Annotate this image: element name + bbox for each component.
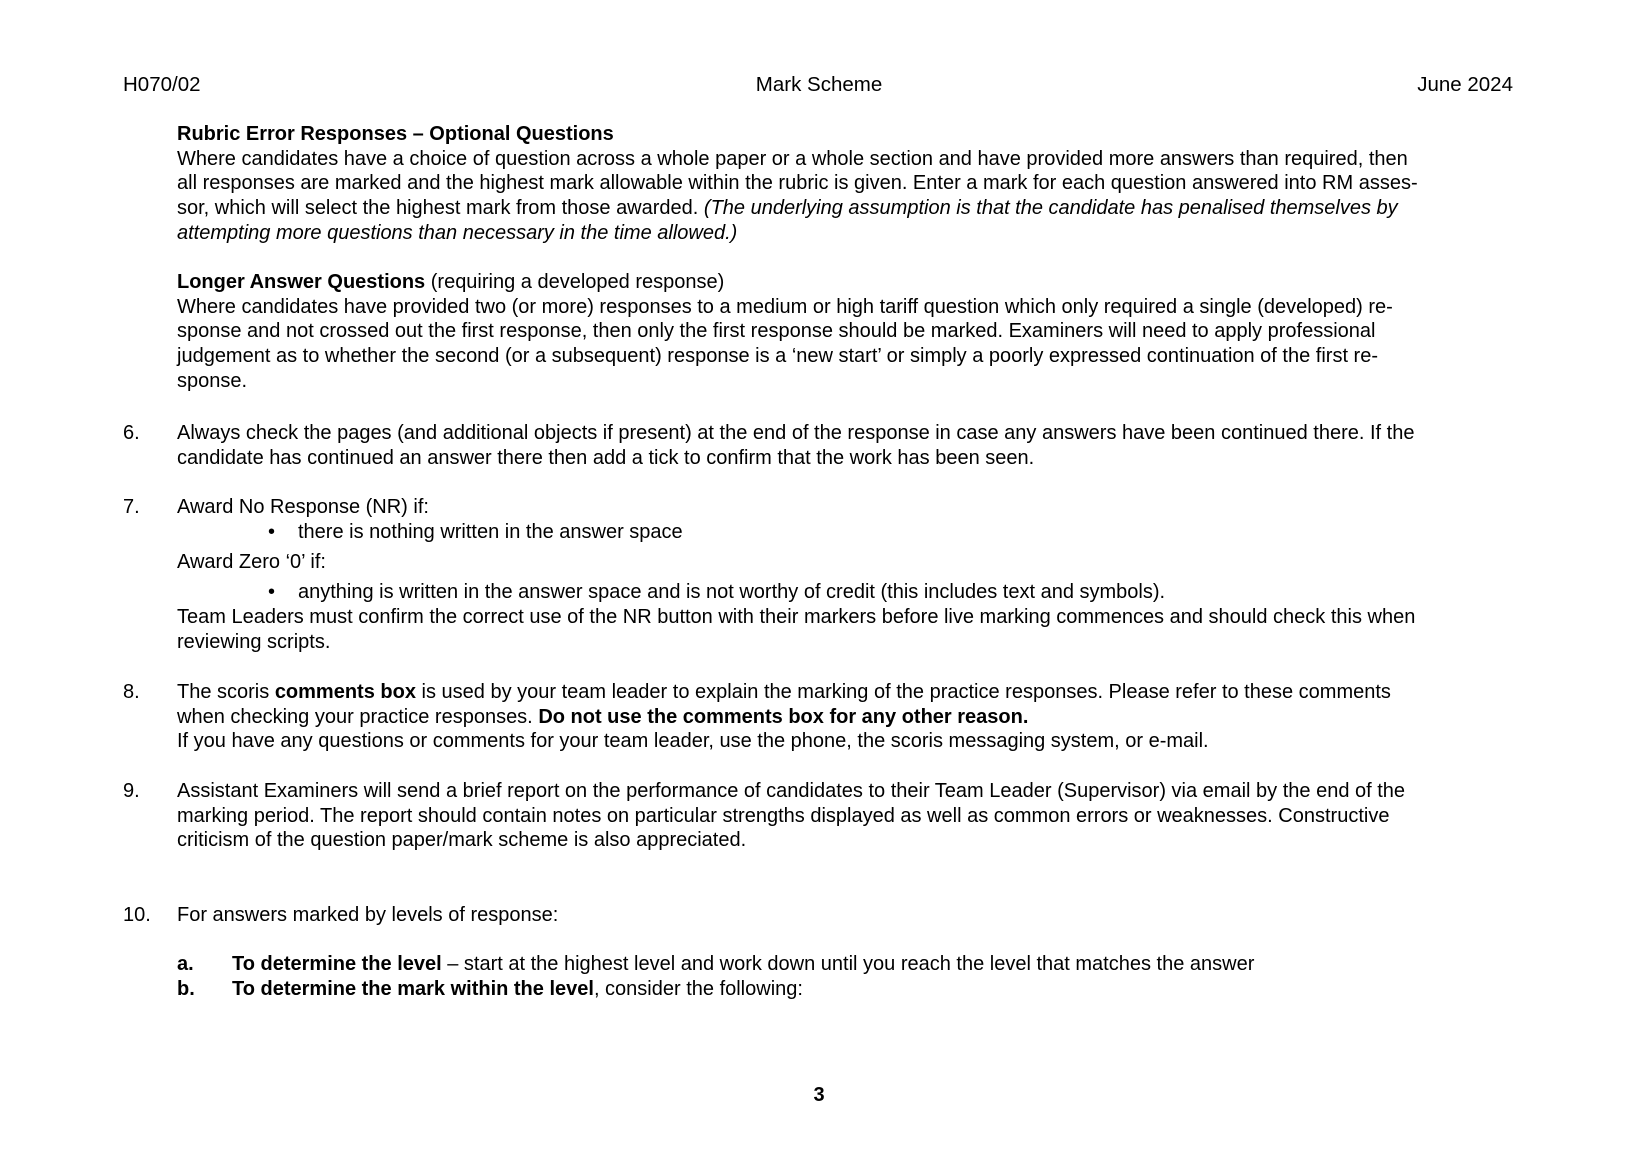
paragraph-item7zero bbox=[177, 550, 326, 575]
text-line bbox=[177, 270, 1393, 295]
item-number: 9. bbox=[123, 780, 140, 802]
document-code: H070/02 bbox=[123, 73, 201, 96]
text-run: To determine the level bbox=[232, 953, 442, 975]
paragraph-item10 bbox=[177, 903, 558, 928]
text-run: Where candidates have provided two (or more) responses to a medium or high tariff question which only required a single (developed) re- bbox=[177, 295, 1393, 318]
text-run: marking period. The report should contain notes on particular strengths displayed as well as common errors or weaknesses. Constructive bbox=[177, 804, 1390, 827]
item-number: 7. bbox=[123, 496, 140, 518]
sub-item-label: a. bbox=[177, 953, 194, 975]
text-run: Always check the pages (and additional objects if present) at the end of the response in case any answers have been continued there. If the bbox=[177, 422, 1415, 444]
text-run: is used by your team leader to explain the marking of the practice responses. Please refer to these comments bbox=[415, 681, 1391, 703]
text-line bbox=[177, 605, 1415, 630]
paragraph-item9 bbox=[177, 779, 1405, 853]
text-run: Longer Answer Questions bbox=[177, 271, 426, 293]
text-run: The scoris bbox=[177, 681, 275, 703]
text-run: sponse and not crossed out the first response, then only the first response should be marked. Examiners will need to apply professional bbox=[177, 320, 1376, 343]
text-line bbox=[177, 319, 1393, 344]
paragraph-rubric bbox=[177, 122, 1418, 245]
text-line bbox=[177, 779, 1405, 804]
text-run: Do not use the comments box for any other reason. bbox=[538, 705, 1029, 728]
bullet-glyph: • bbox=[268, 581, 276, 603]
bullet-glyph: • bbox=[268, 521, 276, 543]
text-run: Assistant Examiners will send a brief report on the performance of candidates to their Team Leader (Supervisor) via email by the end of the bbox=[177, 780, 1406, 802]
paragraph-item7b bbox=[177, 605, 1415, 654]
text-run: candidate has continued an answer there then add a tick to confirm that the work has been seen. bbox=[177, 446, 1035, 469]
text-line bbox=[177, 550, 326, 575]
text-run: Team Leaders must confirm the correct use of the NR button with their markers before live marking commences and should check this when bbox=[177, 606, 1416, 628]
text-line bbox=[177, 369, 1393, 394]
text-run: To determine the mark within the level bbox=[232, 977, 594, 1000]
text-line bbox=[177, 630, 1415, 655]
text-line bbox=[177, 495, 429, 520]
item-number: 6. bbox=[123, 422, 140, 444]
text-run: Award No Response (NR) if: bbox=[177, 496, 429, 518]
text-line bbox=[177, 122, 1418, 147]
bullet-item: there is nothing written in the answer space bbox=[298, 521, 683, 543]
text-run: judgement as to whether the second (or a subsequent) response is a ‘new start’ or simply a poorly expressed continuation of the first re- bbox=[177, 345, 1378, 368]
text-line bbox=[177, 196, 1418, 221]
text-run: (requiring a developed response) bbox=[425, 271, 725, 293]
sub-item-text bbox=[232, 952, 1254, 977]
text-line bbox=[177, 903, 558, 928]
paragraph-item7a bbox=[177, 495, 429, 520]
text-line bbox=[177, 221, 1418, 246]
text-run: all responses are marked and the highest mark allowable within the rubric is given. Enter a mark for each question answered into RM asses- bbox=[177, 172, 1418, 195]
text-run: – start at the highest level and work down until you reach the level that matches the answer bbox=[441, 953, 1255, 975]
text-run: when checking your practice responses. bbox=[177, 705, 539, 728]
text-run: comments box bbox=[274, 681, 416, 703]
document-title: Mark Scheme bbox=[755, 73, 883, 96]
text-line bbox=[177, 828, 1405, 853]
bullet-item: anything is written in the answer space and is not worthy of credit (this includes text and symbols). bbox=[298, 581, 1166, 603]
text-run: criticism of the question paper/mark scheme is also appreciated. bbox=[177, 829, 747, 852]
page-number: 3 bbox=[813, 1084, 825, 1106]
text-run: attempting more questions than necessary in the time allowed.) bbox=[177, 221, 738, 244]
text-run: Where candidates have a choice of question across a whole paper or a whole section and have provided more answers than required, then bbox=[177, 147, 1408, 170]
text-line bbox=[177, 295, 1393, 320]
text-run: reviewing scripts. bbox=[177, 630, 331, 653]
text-run: (The underlying assumption is that the candidate has penalised themselves by bbox=[703, 197, 1398, 220]
text-run: Rubric Error Responses – Optional Questions bbox=[177, 123, 614, 145]
paragraph-item6 bbox=[177, 421, 1414, 470]
text-line bbox=[177, 729, 1391, 754]
text-run: sor, which will select the highest mark from those awarded. bbox=[177, 197, 704, 220]
item-number: 10. bbox=[123, 904, 151, 926]
text-line bbox=[177, 446, 1414, 471]
text-line bbox=[177, 421, 1414, 446]
text-line bbox=[177, 804, 1405, 829]
text-line bbox=[177, 705, 1391, 730]
text-run: If you have any questions or comments for your team leader, use the phone, the scoris messaging system, or e-mail. bbox=[177, 730, 1209, 753]
item-number: 8. bbox=[123, 681, 140, 703]
paragraph-item8 bbox=[177, 680, 1391, 754]
document-date: June 2024 bbox=[1417, 73, 1513, 96]
text-line bbox=[177, 147, 1418, 172]
text-run: Award Zero ‘0’ if: bbox=[177, 551, 326, 573]
text-line bbox=[177, 171, 1418, 196]
text-run: sponse. bbox=[177, 369, 248, 392]
text-run: , consider the following: bbox=[593, 977, 803, 1000]
paragraph-longer bbox=[177, 270, 1393, 393]
text-line bbox=[177, 680, 1391, 705]
sub-item-text bbox=[232, 977, 803, 1002]
text-line bbox=[177, 344, 1393, 369]
text-run: For answers marked by levels of response: bbox=[177, 904, 559, 926]
sub-item-label: b. bbox=[177, 977, 195, 1000]
